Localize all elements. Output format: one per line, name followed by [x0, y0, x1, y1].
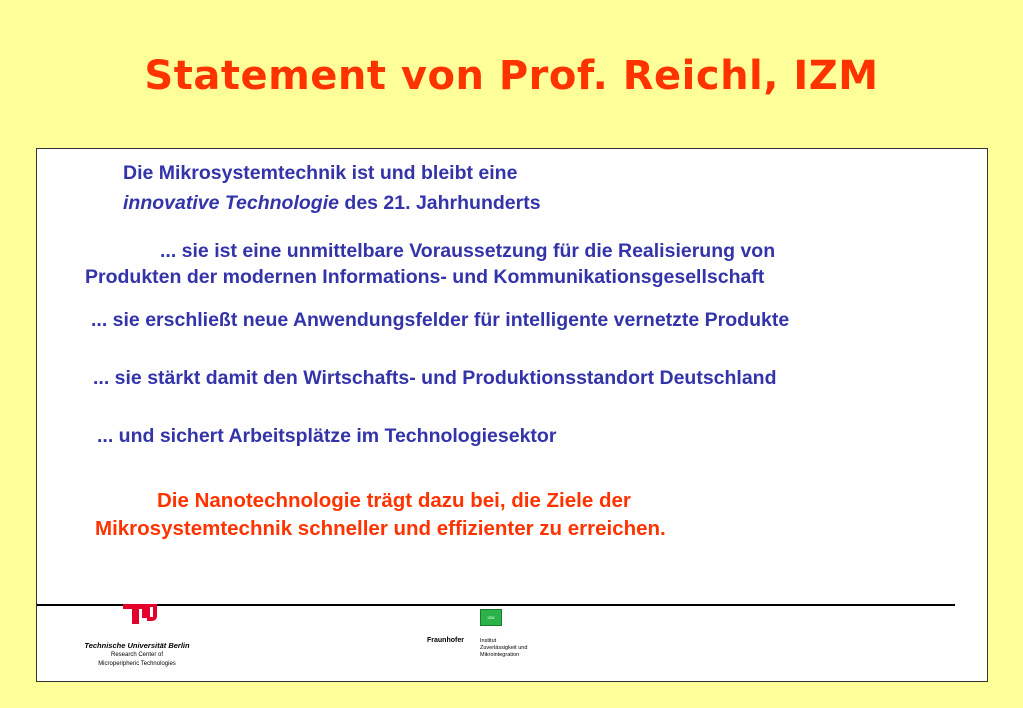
- point-1-line-2: Produkten der modernen Informations- und Kommunikationsgesellschaft: [85, 266, 765, 288]
- slide-title: Statement von Prof. Reichl, IZM: [144, 53, 879, 99]
- point-1-line-1: ... sie ist eine unmittelbare Voraussetzung für die Realisierung von: [160, 240, 776, 262]
- intro-line-2-rest: des 21. Jahrhunderts: [338, 192, 541, 214]
- footer-divider: [37, 604, 955, 606]
- conclusion-line-2: Mikrosystemtechnik schneller und effizienter zu erreichen.: [95, 517, 666, 540]
- institute-name: [480, 638, 527, 659]
- fraunhofer-name: Fraunhofer: [427, 637, 464, 644]
- statement-panel: [36, 148, 988, 682]
- intro-line-2: [123, 191, 541, 215]
- tu-berlin-sub-2: Microperipheric Technologies: [98, 661, 176, 667]
- point-4: ... und sichert Arbeitsplätze im Technologiesektor: [97, 425, 557, 447]
- institute-line-2: Zuverlässigkeit und: [480, 645, 528, 651]
- izm-logo-icon: IZM: [480, 609, 502, 626]
- tu-berlin-sub-1: Research Center of: [110, 652, 164, 658]
- point-2: ... sie erschließt neue Anwendungsfelder für intelligente vernetzte Produkte: [91, 309, 790, 331]
- institute-line-1: Institut: [480, 638, 497, 644]
- intro-emphasis: innovative Technologie: [123, 192, 339, 214]
- tu-berlin-logo-icon: [123, 604, 159, 630]
- conclusion-line-1: Die Nanotechnologie trägt dazu bei, die Ziele der: [157, 489, 631, 512]
- tu-berlin-name: Technische Universität Berlin: [84, 641, 190, 650]
- intro-line-1: Die Mikrosystemtechnik ist und bleibt eine: [123, 162, 518, 184]
- institute-line-3: Mikrointegration: [480, 652, 520, 658]
- point-3: ... sie stärkt damit den Wirtschafts- und Produktionsstandort Deutschland: [93, 367, 777, 389]
